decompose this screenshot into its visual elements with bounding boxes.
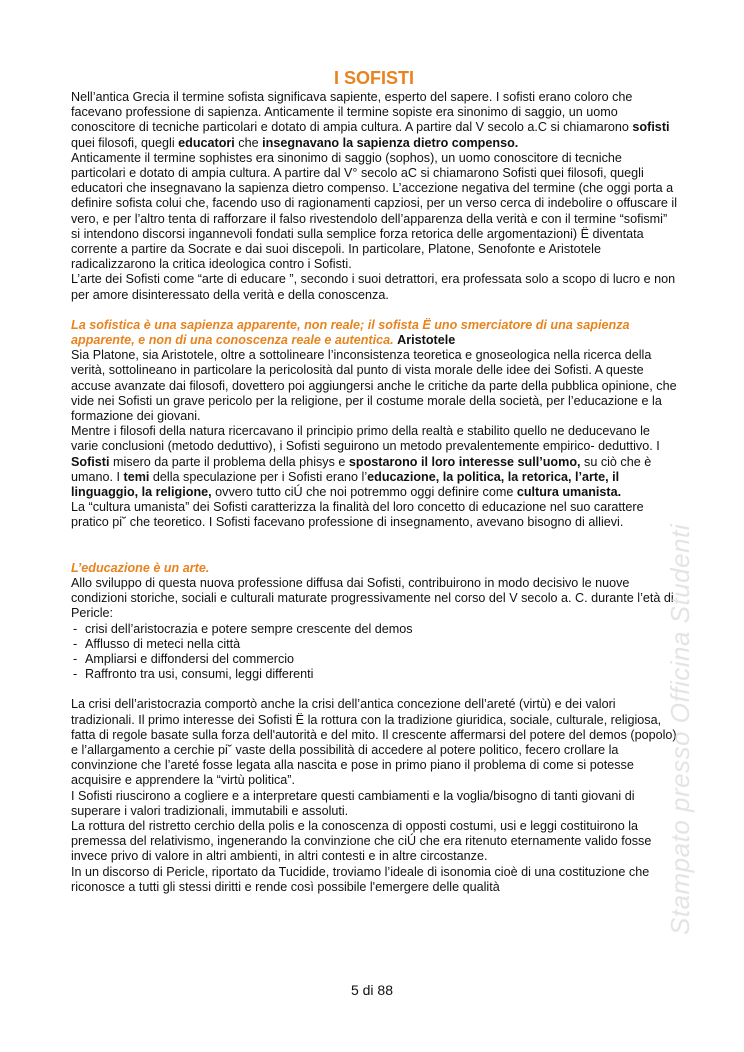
list-item: - crisi dell’aristocrazia e potere sempre crescente del demos [71, 622, 677, 637]
text-run: quei filosofi, quegli [71, 135, 179, 150]
bold-phrase-compenso: insegnavano la sapienza dietro compenso. [262, 135, 519, 150]
text-run: su ciò che è umano. I [71, 454, 652, 484]
bold-term: cultura umanista. [516, 485, 622, 500]
paragraph-sviluppo: Allo sviluppo di questa nuova professione diffusa dai Sofisti, contribuirono in modo decisivo le nuove condizioni storiche, sociali e culturali maturate progressivamente nel corso del V secolo a. C. durante l’età di Pericle: [71, 575, 674, 621]
watermark: Stampato presso Officina Studenti [665, 523, 695, 935]
text-run: Nell’antica Grecia il termine sofista significava sapiente, esperto del sapere. I sofisti erano coloro che facevano professione di sapienza. Anticamente il termine sopiste era sinonimo di saggio, un uomo conoscitore di tecniche particolari e dotato di ampia cultura. A partire dal V secolo a.C si chiamarono [71, 90, 633, 135]
paragraph-cultura-umanista: La “cultura umanista” dei Sofisti caratterizza la finalità del loro concetto di educazione nel suo carattere pratico pi˘ che teoretico. I Sofisti facevano professione di insegnamento, avevano bisogno di allievi. [71, 500, 644, 530]
section-heading: L’educazione è un arte. [71, 560, 210, 575]
bold-term: temi [123, 469, 150, 484]
spacer [71, 303, 677, 318]
text-run: Mentre i filosofi della natura ricercavano il principio primo della realtà e stabilito quello ne deducevano le varie conclusioni (metodo deduttivo), i Sofisti seguirono un metodo prevalentemente empirico- deduttivo. I [71, 424, 660, 454]
text-run: che [234, 135, 263, 150]
paragraph-pericle: In un discorso di Pericle, riportato da Tucidide, troviamo l’ideale di isonomia cioè di una costituzione che riconosce a tutti gli stessi diritti e rende così possibile l'emergere delle qualità [71, 864, 650, 894]
bold-term-sofisti: sofisti [632, 120, 670, 135]
text-run: ovvero tutto ciÚ che noi potremmo oggi definire come [211, 485, 517, 500]
paragraph-sofisti-riuscirono: I Sofisti riuscirono a cogliere e a interpretare questi cambiamenti e la voglia/bisogno di tanti giovani di superare i valori tradizionali, immutabili e assoluti. [71, 788, 635, 818]
quote-text: La sofistica è una sapienza apparente, non reale; il sofista Ë uno smerciatore di una sapienza apparente, e non di una conoscenza reale e autentica. [71, 317, 630, 348]
spacer [71, 682, 677, 697]
intro-paragraph [71, 90, 677, 151]
page-title: I SOFISTI [333, 68, 414, 88]
paragraph-arte-educare: L’arte dei Sofisti come “arte di educare ”, secondo i suoi detrattori, era professata solo a scopo di lucro e non per amore disinteressato della verità e della conoscenza. [71, 272, 676, 302]
paragraph-platone-aristotele: Sia Platone, sia Aristotele, oltre a sottolineare l’inconsistenza teoretica e gnoseologica nella ricerca della verità, sottolineano in particolare la pericolosità dal punto di vista morale delle idee dei Sofisti. A queste accuse avanzate dai filosofi, dovettero poi aggiungersi anche le critiche da parte della pubblica opinione, che vide nei Sofisti un grave pericolo per la religione, per il costume morale della società, per l’educazione e la formazione dei giovani. [71, 348, 677, 424]
list-item: - Ampliarsi e diffondersi del commercio [71, 652, 677, 667]
paragraph-crisi-aristocrazia: La crisi dell’aristocrazia comportò anche la crisi dell’antica concezione dell’areté (virtù) e dei valori tradizionali. Il primo interesse dei Sofisti Ë la rottura con la tradizione giuridica, sociale, culturale, religiosa, fatta di regole basate sulla forza dell'autorità e del mito. Il crescente affermarsi del potere del demos (popolo) e l’allargamento a cerchie pi˘ vaste della possibilità di accedere al potere politico, fecero crollare la convinzione che l’areté fosse legata alla nascita e pose in primo piano il problema di come si potesse acquisire e apprendere la “virtù politica”. [71, 697, 677, 788]
bold-term-educatori: educatori [178, 135, 235, 150]
paragraph-relativismo: La rottura del ristretto cerchio della polis e la conoscenza di opposti costumi, usi e leggi costituirono la premessa del relativismo, ingenerando la convinzione che ciÚ che era ritenuto eternamente valido fosse invece privo di valore in altri ambienti, in altri contesti e in altre circostanze. [71, 818, 652, 864]
list-item: - Afflusso di meteci nella città [71, 637, 677, 652]
aristotle-quote [71, 318, 677, 348]
document-page [71, 66, 677, 895]
paragraph-metodo [71, 424, 677, 500]
text-run: misero da parte il problema della phisys e [109, 454, 349, 469]
text-run: della speculazione per i Sofisti erano l’ [149, 469, 368, 484]
quote-author: Aristotele [397, 333, 456, 348]
page-number: 5 di 88 [350, 982, 394, 998]
paragraph-sophistes: Anticamente il termine sophistes era sinonimo di saggio (sophos), un uomo conoscitore di tecniche particolari e dotato di ampia cultura. A partire dal V° secolo aC si chiamarono Sofisti quei filosofi, quegli educatori che insegnavano la sapienza dietro compenso. L’accezione negativa del termine (che oggi porta a definire sofista colui che, facendo uso di ragionamenti capziosi, per un verso cerca di indebolire o offuscare il vero, e per l’altro tenta di rafforzare il falso rivestendolo dell’apparenza della verità e con il termine “sofismi” si intendono discorsi ingannevoli fondati sulla semplice forza retorica delle argomentazioni) Ë diventata corrente a partire da Socrate e dai suoi discepoli. In particolare, Platone, Senofonte e Aristotele radicalizzarono la critica ideologica contro i Sofisti. [71, 150, 678, 272]
bold-term: educazione, la politica, la retorica, l’arte, il linguaggio, la religione, [71, 469, 620, 500]
bold-term: spostarono il loro interesse sull’uomo, [348, 454, 581, 469]
list-item: - Raffronto tra usi, consumi, leggi differenti [71, 667, 677, 682]
spacer [71, 531, 677, 561]
conditions-list [71, 622, 677, 683]
bold-term: Sofisti [71, 454, 110, 469]
